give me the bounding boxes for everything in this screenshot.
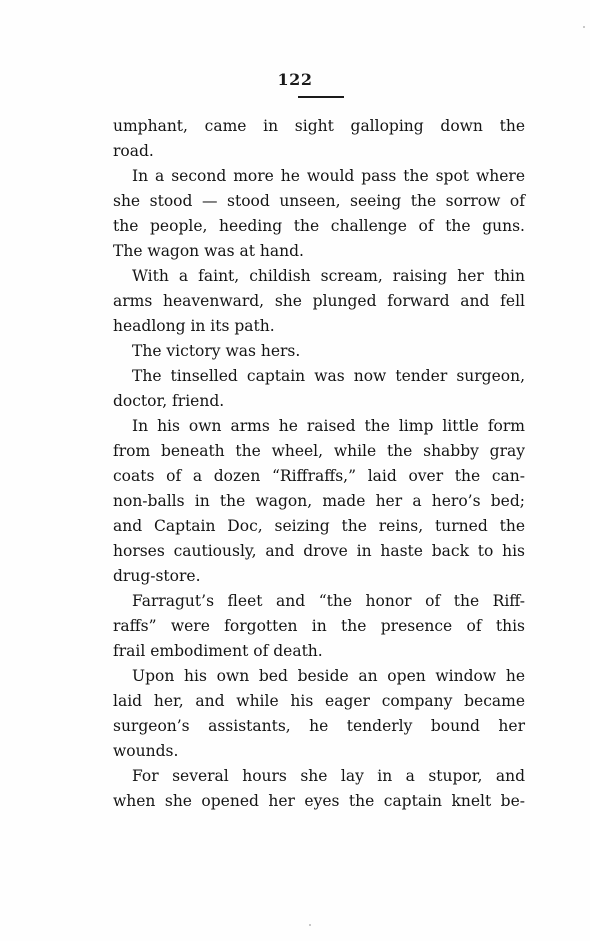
text-line: wounds. [113, 742, 179, 760]
text-line: and Captain Doc, seizing the reins, turned the [113, 517, 525, 535]
text-line: surgeon’s assistants, he tenderly bound her [113, 717, 525, 735]
text-line: Upon his own bed beside an open window he [132, 667, 525, 685]
text-line: In his own arms he raised the limp little form [132, 417, 525, 435]
text-line: The victory was hers. [132, 342, 301, 360]
scan-speck [309, 924, 311, 926]
text-line: With a faint, childish scream, raising her thin [132, 267, 525, 285]
text-line: the people, heeding the challenge of the guns. [113, 217, 525, 235]
text-line: she stood — stood unseen, seeing the sorrow of [113, 192, 525, 210]
text-line: when she opened her eyes the captain knelt be- [113, 792, 525, 810]
page-number-rule [298, 96, 344, 98]
text-line: The tinselled captain was now tender surgeon, [132, 367, 525, 385]
text-line: doctor, friend. [113, 392, 225, 410]
text-line: In a second more he would pass the spot where [132, 167, 525, 185]
text-line: Farragut’s fleet and “the honor of the Riff- [132, 592, 525, 610]
text-line: arms heavenward, she plunged forward and fell [113, 292, 525, 310]
text-line: headlong in its path. [113, 317, 275, 335]
page-number: 122 [277, 70, 313, 89]
body-text [113, 114, 525, 814]
text-line: raffs” were forgotten in the presence of this [113, 617, 525, 635]
text-line: from beneath the wheel, while the shabby gray [113, 442, 525, 460]
text-line: For several hours she lay in a stupor, and [132, 767, 525, 785]
text-line: coats of a dozen “Riffraffs,” laid over the can- [113, 467, 525, 485]
text-line: frail embodiment of death. [113, 642, 323, 660]
text-line: drug-store. [113, 567, 201, 585]
text-line: umphant, came in sight galloping down the [113, 117, 525, 135]
text-line: The wagon was at hand. [113, 242, 304, 260]
text-line: road. [113, 142, 154, 160]
text-line: laid her, and while his eager company became [113, 692, 525, 710]
text-line: horses cautiously, and drove in haste back to his [113, 542, 525, 560]
scan-speck [583, 26, 585, 28]
text-line: non-balls in the wagon, made her a hero’s bed; [113, 492, 525, 510]
